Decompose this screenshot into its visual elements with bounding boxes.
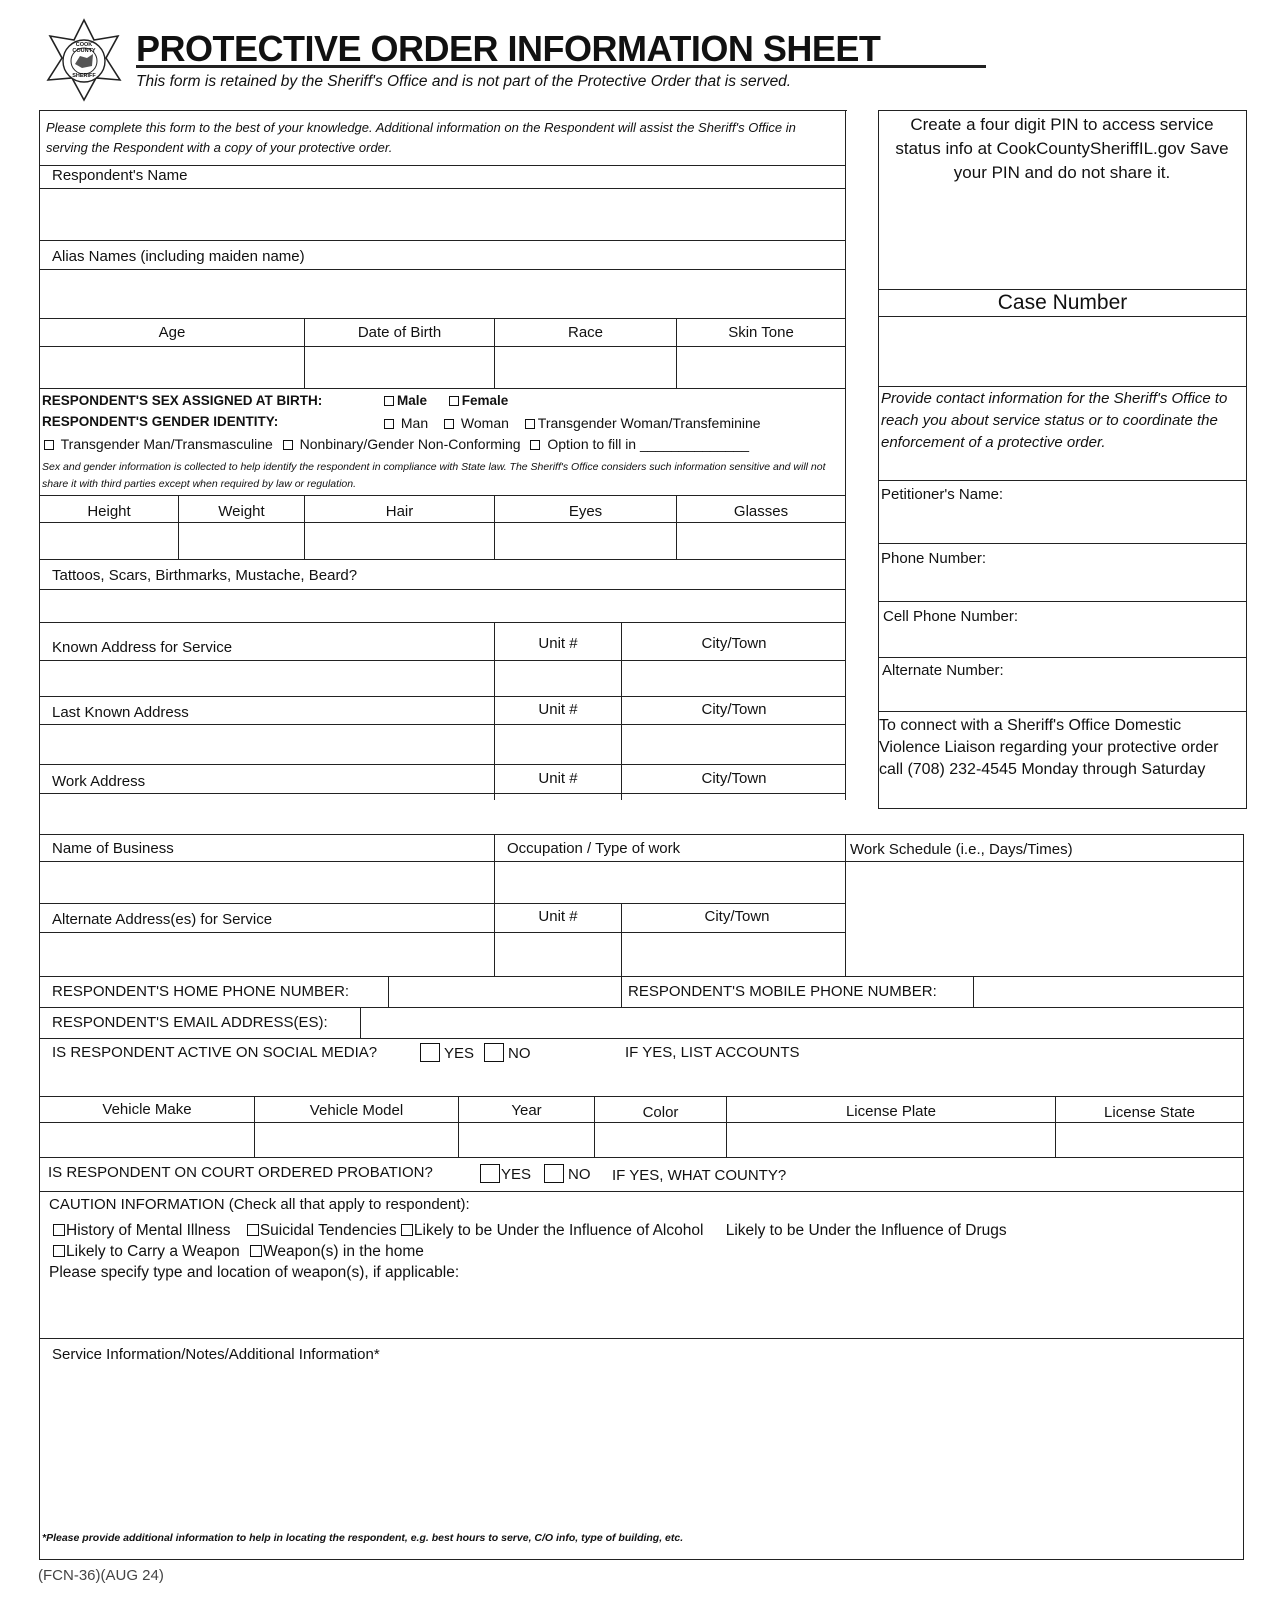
notes-field[interactable] bbox=[40, 1368, 1242, 1528]
glasses-label: Glasses bbox=[733, 503, 789, 520]
gender-option-woman[interactable]: Woman bbox=[444, 415, 509, 431]
dob-label: Date of Birth bbox=[357, 324, 442, 341]
sex-option-male[interactable]: Male bbox=[384, 393, 427, 408]
probation-yes-option[interactable]: YES bbox=[480, 1164, 531, 1183]
alternate-unit-field[interactable] bbox=[495, 933, 620, 975]
known-address-city-field[interactable] bbox=[622, 661, 845, 695]
last-known-unit-label: Unit # bbox=[538, 701, 578, 718]
home-phone-label: RESPONDENT'S HOME PHONE NUMBER: bbox=[52, 983, 350, 1000]
social-yes-checkbox[interactable] bbox=[420, 1043, 440, 1062]
gender-options-row1 bbox=[384, 415, 761, 431]
alias-names-field[interactable] bbox=[40, 270, 845, 318]
mobile-phone-label: RESPONDENT'S MOBILE PHONE NUMBER: bbox=[628, 983, 937, 1000]
pin-field[interactable] bbox=[880, 190, 1245, 288]
star-seal-icon bbox=[42, 18, 126, 102]
sex-gender-note: Sex and gender information is collected to help identify the respondent in compliance with State law. The Sheriff's Office considers such information sensitive and will not share it with third parties except when required by law or regulation. bbox=[42, 461, 826, 490]
license-plate-field[interactable] bbox=[727, 1123, 1054, 1156]
business-name-label: Name of Business bbox=[52, 840, 174, 857]
dob-field[interactable] bbox=[305, 347, 493, 387]
gender-options-row2 bbox=[44, 436, 749, 452]
alternate-address-label: Alternate Address(es) for Service bbox=[52, 911, 273, 928]
probation-label: IS RESPONDENT ON COURT ORDERED PROBATION? bbox=[48, 1164, 433, 1181]
age-label: Age bbox=[158, 324, 186, 341]
social-no-checkbox[interactable] bbox=[484, 1043, 504, 1062]
seal-top-text: COOK COUNTY bbox=[72, 42, 96, 54]
work-address-field[interactable] bbox=[40, 794, 493, 830]
license-state-field[interactable] bbox=[1056, 1123, 1242, 1156]
alternate-city-label: City/Town bbox=[704, 908, 770, 925]
vehicle-make-label: Vehicle Make bbox=[102, 1101, 192, 1118]
notes-footnote: *Please provide additional information to help in locating the respondent, e.g. best hours to serve, C/O info, type of building, etc. bbox=[42, 1532, 684, 1544]
social-accounts-field[interactable] bbox=[40, 1066, 1242, 1094]
work-schedule-field[interactable] bbox=[847, 862, 1242, 974]
home-phone-field[interactable] bbox=[390, 977, 620, 1006]
license-plate-label: License Plate bbox=[845, 1103, 937, 1120]
last-known-city-label: City/Town bbox=[701, 701, 767, 718]
eyes-label: Eyes bbox=[568, 503, 603, 520]
race-label: Race bbox=[567, 324, 604, 341]
work-schedule-label: Work Schedule (i.e., Days/Times) bbox=[850, 841, 1073, 858]
pin-instructions: Create a four digit PIN to access service status info at CookCountySheriffIL.gov Save your PIN and do not share it. bbox=[895, 115, 1229, 182]
sex-label: RESPONDENT'S SEX ASSIGNED AT BIRTH: bbox=[42, 393, 323, 408]
caution-row1 bbox=[53, 1222, 1007, 1240]
business-name-field[interactable] bbox=[40, 862, 493, 902]
tattoos-label: Tattoos, Scars, Birthmarks, Mustache, Beard? bbox=[52, 567, 358, 584]
page-subtitle: This form is retained by the Sheriff's Office and is not part of the Protective Order that is served. bbox=[136, 73, 792, 90]
vehicle-model-field[interactable] bbox=[255, 1123, 457, 1156]
caution-suicidal[interactable]: Suicidal Tendencies bbox=[247, 1222, 397, 1239]
caution-alcohol[interactable]: Likely to be Under the Influence of Alcohol bbox=[401, 1222, 704, 1239]
cell-label: Cell Phone Number: bbox=[883, 608, 1019, 625]
alternate-label: Alternate Number: bbox=[882, 662, 1004, 679]
known-address-unit-label: Unit # bbox=[538, 635, 578, 652]
alternate-field[interactable] bbox=[880, 682, 1245, 710]
vehicle-model-label: Vehicle Model bbox=[309, 1102, 404, 1119]
alternate-unit-label: Unit # bbox=[538, 908, 578, 925]
probation-no-option[interactable]: NO bbox=[544, 1164, 591, 1183]
license-state-label: License State bbox=[1104, 1104, 1195, 1121]
work-address-unit-field[interactable] bbox=[495, 794, 620, 830]
vehicle-color-label: Color bbox=[642, 1104, 679, 1121]
caution-title: CAUTION INFORMATION (Check all that apply to respondent): bbox=[49, 1196, 470, 1213]
social-yes-option[interactable]: YES bbox=[420, 1043, 474, 1062]
known-address-field[interactable] bbox=[40, 661, 493, 695]
eyes-field[interactable] bbox=[495, 523, 675, 558]
last-known-city-field[interactable] bbox=[622, 725, 845, 763]
caution-carry-weapon[interactable]: Likely to Carry a Weapon bbox=[53, 1243, 240, 1260]
seal-bottom-text: SHERIFF bbox=[72, 73, 96, 79]
last-known-address-label: Last Known Address bbox=[52, 704, 189, 721]
gender-option-trans-woman[interactable]: Transgender Woman/Transfeminine bbox=[525, 415, 761, 431]
vehicle-year-field[interactable] bbox=[459, 1123, 593, 1156]
respondent-name-field[interactable] bbox=[40, 189, 845, 239]
fill-in-line[interactable]: ______________ bbox=[639, 436, 749, 452]
vehicle-color-field[interactable] bbox=[595, 1123, 725, 1156]
phone-label: Phone Number: bbox=[881, 550, 987, 567]
probation-county-label: IF YES, WHAT COUNTY? bbox=[612, 1167, 787, 1184]
page-title: PROTECTIVE ORDER INFORMATION SHEET bbox=[136, 28, 881, 69]
social-if-yes-label: IF YES, LIST ACCOUNTS bbox=[625, 1044, 800, 1061]
height-field[interactable] bbox=[40, 523, 177, 558]
occupation-field[interactable] bbox=[495, 862, 845, 902]
gender-label: RESPONDENT'S GENDER IDENTITY: bbox=[42, 414, 279, 429]
probation-yes-checkbox[interactable] bbox=[480, 1164, 500, 1183]
work-address-unit-label: Unit # bbox=[538, 770, 578, 787]
known-address-unit-field[interactable] bbox=[495, 661, 620, 695]
known-address-label: Known Address for Service bbox=[52, 639, 233, 656]
weapon-specify-field[interactable] bbox=[40, 1286, 1242, 1336]
last-known-address-field[interactable] bbox=[40, 725, 493, 763]
weight-label: Weight bbox=[218, 503, 265, 520]
form-id: (FCN-36)(AUG 24) bbox=[38, 1567, 164, 1584]
vehicle-make-field[interactable] bbox=[40, 1123, 253, 1156]
gender-option-fill-in[interactable]: Option to fill in ______________ bbox=[530, 436, 749, 452]
skin-tone-label: Skin Tone bbox=[728, 324, 794, 341]
age-field[interactable] bbox=[40, 347, 303, 387]
last-known-unit-field[interactable] bbox=[495, 725, 620, 763]
work-address-city-label: City/Town bbox=[701, 770, 767, 787]
hair-label: Hair bbox=[385, 503, 414, 520]
liaison-text: To connect with a Sheriff's Office Domestic Violence Liaison regarding your protective order call (708) 232-4545 Monday through Saturday bbox=[879, 717, 1219, 778]
respondent-name-label: Respondent's Name bbox=[52, 167, 188, 184]
tattoos-field[interactable] bbox=[40, 590, 845, 620]
intro-text: Please complete this form to the best of your knowledge. Additional information on the Respondent will assist the Sheriff's Office in serving the Respondent with a copy of your protective order. bbox=[46, 120, 796, 155]
sheriff-seal bbox=[42, 18, 126, 102]
mobile-phone-field[interactable] bbox=[975, 977, 1242, 1006]
sex-options bbox=[384, 393, 520, 408]
known-address-city-label: City/Town bbox=[701, 635, 767, 652]
caution-weapon-home[interactable]: Weapon(s) in the home bbox=[250, 1243, 424, 1260]
alias-names-label: Alias Names (including maiden name) bbox=[52, 248, 305, 265]
petitioner-name-label: Petitioner's Name: bbox=[881, 486, 1004, 503]
weapon-specify-label: Please specify type and location of weapon(s), if applicable: bbox=[49, 1264, 460, 1281]
race-field[interactable] bbox=[495, 347, 675, 387]
caution-mental-illness[interactable]: History of Mental Illness bbox=[53, 1222, 231, 1239]
social-no-option[interactable]: NO bbox=[484, 1043, 531, 1062]
title-underline bbox=[136, 65, 986, 68]
alternate-city-field[interactable] bbox=[622, 933, 845, 975]
email-field[interactable] bbox=[362, 1008, 1242, 1037]
occupation-label: Occupation / Type of work bbox=[507, 840, 681, 857]
petitioner-name-field[interactable] bbox=[880, 506, 1245, 542]
case-number-field[interactable] bbox=[880, 317, 1245, 385]
work-address-city-field[interactable] bbox=[622, 794, 845, 830]
phone-field[interactable] bbox=[880, 570, 1245, 600]
notes-label: Service Information/Notes/Additional Information* bbox=[52, 1346, 380, 1363]
glasses-field[interactable] bbox=[677, 523, 845, 558]
gender-option-trans-man[interactable]: Transgender Man/Transmasculine bbox=[44, 436, 273, 452]
gender-option-nonbinary[interactable]: Nonbinary/Gender Non-Conforming bbox=[283, 436, 521, 452]
contact-intro: Provide contact information for the Sheriff's Office to reach you about service status or to coordinate the enforcement of a protective order. bbox=[881, 390, 1228, 451]
cell-field[interactable] bbox=[880, 628, 1245, 656]
social-media-label: IS RESPONDENT ACTIVE ON SOCIAL MEDIA? bbox=[52, 1044, 378, 1061]
sex-option-female[interactable]: Female bbox=[449, 393, 509, 408]
email-label: RESPONDENT'S EMAIL ADDRESS(ES): bbox=[52, 1014, 328, 1031]
caution-row2 bbox=[53, 1243, 424, 1261]
gender-option-man[interactable]: Man bbox=[384, 415, 428, 431]
alternate-address-field[interactable] bbox=[40, 933, 493, 975]
case-number-label: Case Number bbox=[997, 291, 1128, 314]
weight-field[interactable] bbox=[179, 523, 303, 558]
caution-drugs[interactable]: Likely to be Under the Influence of Drugs bbox=[725, 1222, 1007, 1239]
skin-tone-field[interactable] bbox=[677, 347, 845, 387]
height-label: Height bbox=[87, 503, 131, 520]
work-address-label: Work Address bbox=[52, 773, 146, 790]
hair-field[interactable] bbox=[305, 523, 493, 558]
probation-no-checkbox[interactable] bbox=[544, 1164, 564, 1183]
vehicle-year-label: Year bbox=[511, 1102, 542, 1119]
